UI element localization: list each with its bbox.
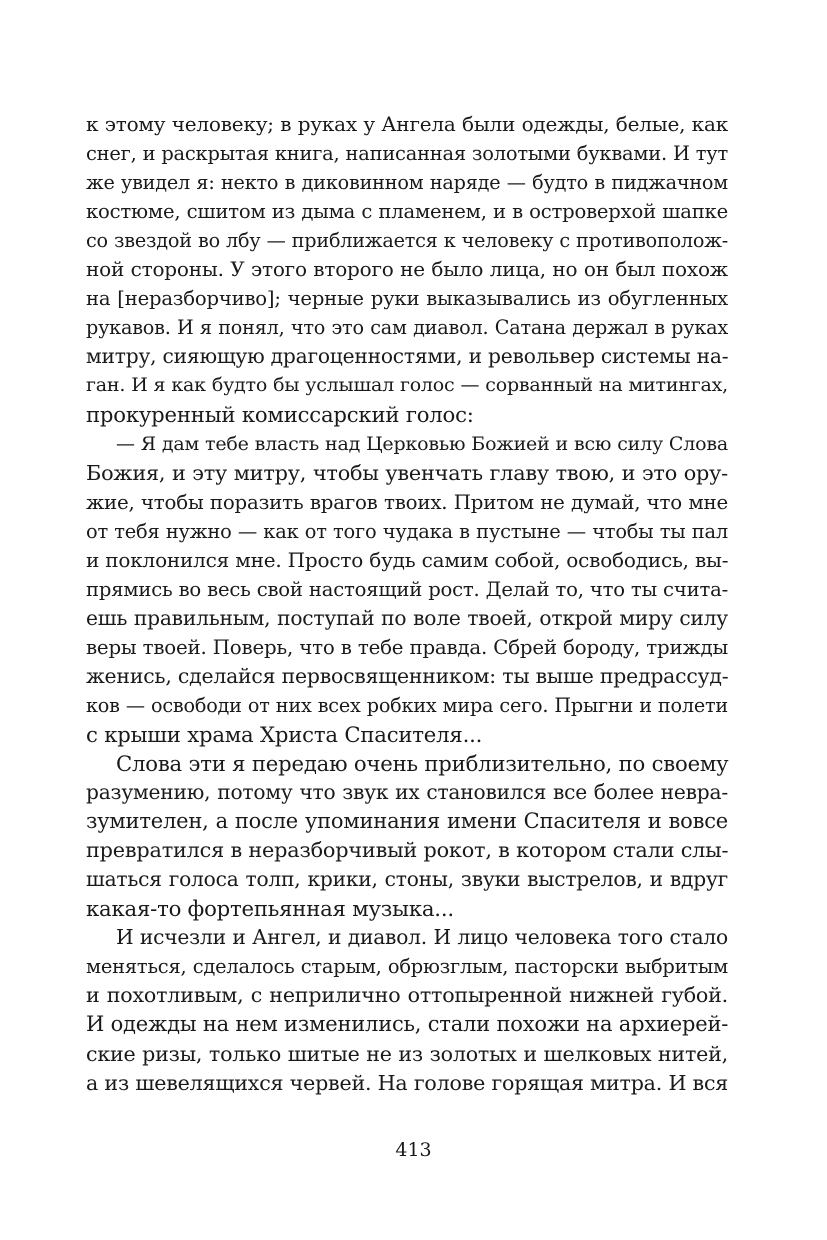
- text-line: разумению, потому что звук их становился все более невра-: [86, 780, 728, 805]
- text-line: прямись во весь свой настоящий рост. Делай то, что ты счита-: [86, 577, 728, 601]
- text-line: — Я дам тебе власть над Церковью Божией и всю силу Слова: [116, 432, 728, 455]
- text-line: на [неразборчиво]; черные руки выказывались из обугленных: [86, 287, 728, 311]
- text-line: ешь правильным, поступай по воле твоей, открой миру силу: [86, 605, 728, 630]
- text-line: женись, сделайся первосвященником: ты выше предрассуд-: [86, 663, 729, 688]
- text-line: с крыши храма Христа Спасителя...: [86, 721, 483, 747]
- text-line: меняться, сделалось старым, обрюзглым, пасторски выбритым: [86, 955, 728, 979]
- text-line: а из шевелящихся червей. На голове горящая митра. И вся: [86, 1070, 729, 1095]
- text-line: зумителен, а после упоминания имени Спасителя и вовсе: [86, 809, 728, 834]
- text-line: ной стороны. У этого второго не было лица, но он был похож: [86, 257, 728, 282]
- text-line: И исчезли и Ангел, и диавол. И лицо человека того стало: [116, 925, 728, 950]
- text-line: Божия, и эту митру, чтобы увенчать главу твою, и это ору-: [86, 460, 728, 485]
- text-line: рукавов. И я понял, что это сам диавол. Сатана держал в руках: [86, 316, 728, 340]
- text-line: к этому человеку; в руках у Ангела были одежды, белые, как: [86, 112, 728, 136]
- text-line: со звездой во лбу — приближается к человеку с противополож-: [86, 229, 728, 253]
- text-line: шаться голоса толп, крики, стоны, звуки выстрелов, и вдруг: [86, 867, 728, 892]
- text-line: прокуренный комиссарский голос:: [86, 402, 474, 428]
- text-line: какая-то фортепьянная музыка...: [86, 896, 454, 922]
- page-text: [86, 110, 728, 1098]
- text-line: превратился в неразборчивый рокот, в котором стали слы-: [86, 838, 729, 863]
- text-line: митру, сияющую драгоценностями, и револьвер системы на-: [86, 344, 729, 369]
- text-line: ков — освободи от них всех робких мира сего. Прыгни и полети: [86, 693, 728, 717]
- text-line: И одежды на нем изменились, стали похожи на архиерей-: [86, 1012, 729, 1037]
- text-line: костюме, сшитом из дыма с пламенем, и в островерхой шапке: [86, 200, 728, 224]
- text-line: ган. И я как будто бы услышал голос — сорванный на митингах,: [86, 374, 728, 397]
- text-line: жие, чтобы поразить врагов твоих. Притом не думай, что мне: [86, 490, 728, 514]
- page-number: 413: [395, 1139, 432, 1161]
- text-line: и поклонился мне. Просто будь самим собой, освободись, вы-: [86, 547, 729, 572]
- text-line: Слова эти я передаю очень приблизительно, по своему: [116, 751, 729, 777]
- text-line: же увидел я: некто в диковинном наряде — будто в пиджачном: [86, 171, 728, 195]
- text-line: от тебя нужно — как от того чудака в пустыне — чтобы ты пал: [86, 519, 728, 543]
- text-line: и похотливым, с неприлично оттопыренной нижней губой.: [86, 983, 728, 1008]
- text-line: ские ризы, только шитые не из золотых и шелковых нитей,: [86, 1041, 728, 1066]
- text-line: веры твоей. Поверь, что в тебе правда. Сбрей бороду, трижды: [86, 635, 728, 659]
- text-line: снег, и раскрытая книга, написанная золотыми буквами. И тут: [86, 142, 728, 166]
